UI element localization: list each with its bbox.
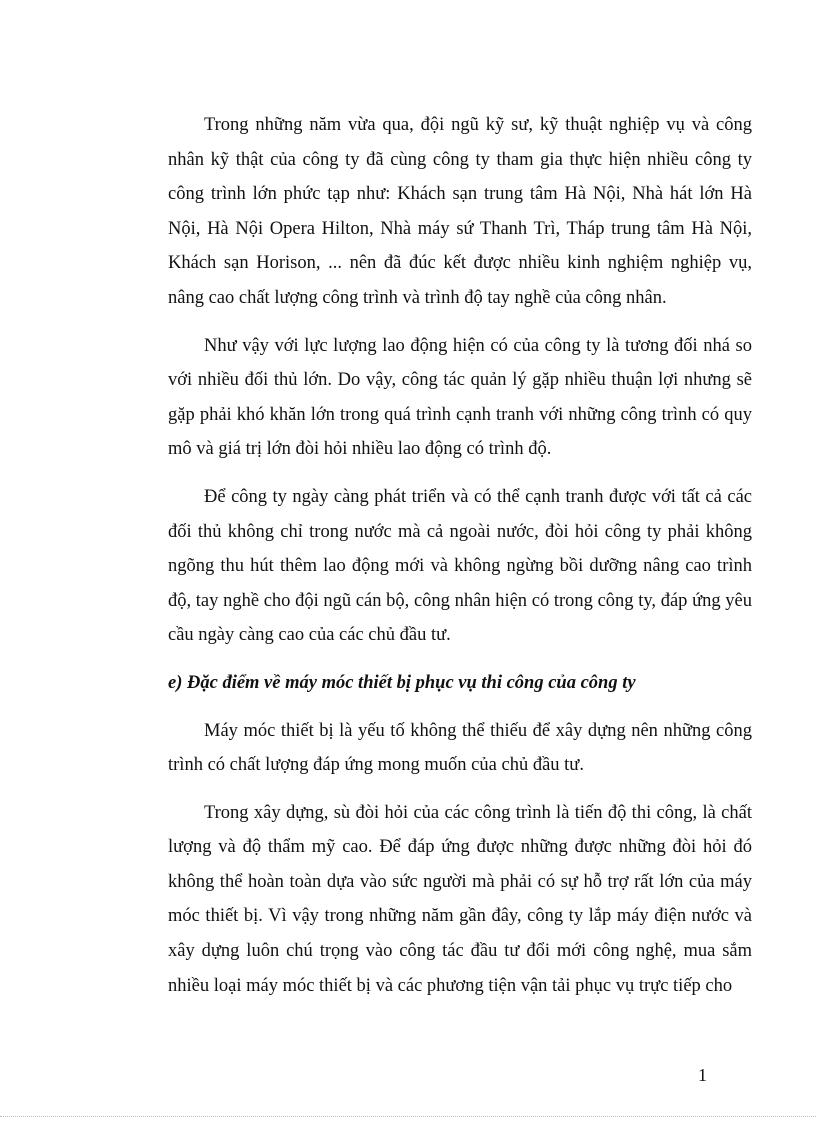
document-body: [168, 108, 752, 1016]
paragraph-workforce-comparison: Như vậy với lực lượng lao động hiện có của công ty là tương đối nhá so với nhiều đối thủ lớn. Do vậy, công tác quản lý gặp nhiều thuận lợi nhưng sẽ gặp phải khó khăn lớn trong quá trình cạnh tranh với những công trình có quy mô và giá trị lớn đòi hỏi nhiều lao động có trình độ.: [168, 335, 752, 460]
paragraph-equipment-investment: Trong xây dựng, sù đòi hỏi của các công trình là tiến độ thi công, là chất lượng và độ thẩm mỹ cao. Để đáp ứng được những được những đòi hỏi đó không thể hoàn toàn dựa vào sức người mà phải có sự hỗ trợ rất lớn của máy móc thiết bị. Vì vậy trong những năm gần đây, công ty lắp máy điện nước và xây dựng luôn chú trọng vào công tác đầu tư đổi mới công nghệ, mua sắm nhiều loại máy móc thiết bị và các phương tiện vận tải phục vụ trực tiếp cho: [168, 802, 752, 996]
page-number: 1: [698, 1065, 707, 1085]
paragraph-equipment-importance: Máy móc thiết bị là yếu tố không thể thiếu để xây dựng nên những công trình có chất lượng đáp ứng mong muốn của chủ đầu tư.: [168, 720, 752, 776]
page-bottom-divider: [0, 1116, 816, 1117]
section-heading-equipment: e) Đặc điểm về máy móc thiết bị phục vụ thi công của công ty: [168, 672, 636, 693]
paragraph-workforce-development: Để công ty ngày càng phát triển và có thể cạnh tranh được với tất cả các đối thủ không chỉ trong nước mà cả ngoài nước, đòi hỏi công ty phải không ngõng thu hút thêm lao động mới và không ngừng bồi dưỡng nâng cao trình độ, tay nghề cho đội ngũ cán bộ, công nhân hiện có trong công ty, đáp ứng yêu cầu ngày càng cao của các chủ đầu tư.: [168, 486, 752, 646]
paragraph-workforce-experience: Trong những năm vừa qua, đội ngũ kỹ sư, kỹ thuật nghiệp vụ và công nhân kỹ thật của công ty đã cùng công ty tham gia thực hiện nhiều công ty công trình lớn phức tạp như: Khách sạn trung tâm Hà Nội, Nhà hát lớn Hà Nội, Hà Nội Opera Hilton, Nhà máy sứ Thanh Trì, Tháp trung tâm Hà Nội, Khách sạn Horison, ... nên đã đúc kết được nhiều kinh nghiệm nghiệp vụ, nâng cao chất lượng công trình và trình độ tay nghề của công nhân.: [168, 115, 752, 308]
